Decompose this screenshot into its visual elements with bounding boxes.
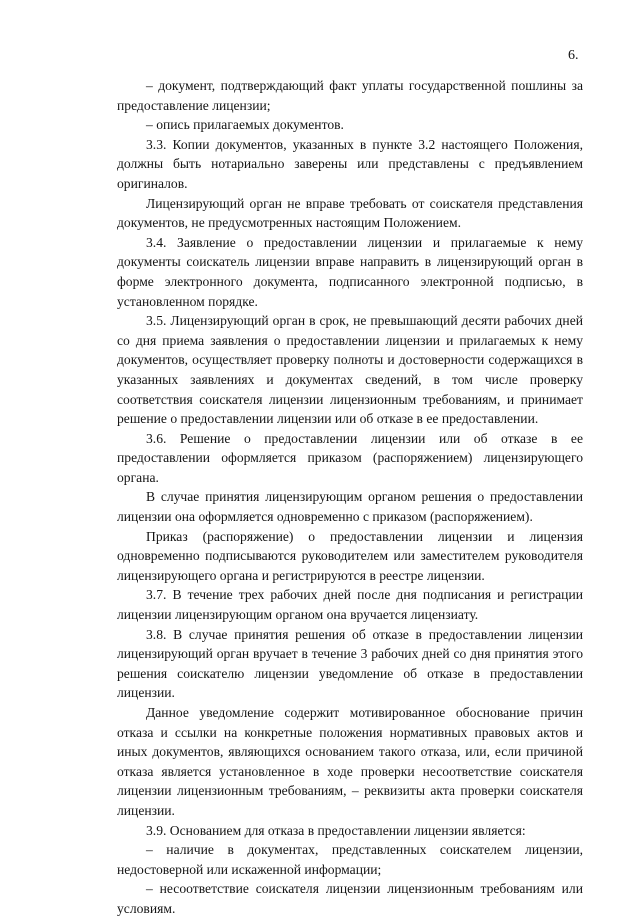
paragraph-3-3: 3.3. Копии документов, указанных в пункте 3.2 настоящего Положения, должны быть нотариально заверены или представлены с предъявлением оригиналов. (117, 136, 583, 191)
paragraph-refusal-notice: Данное уведомление содержит мотивированное обоснование причин отказа и ссылки на конкретные положения нормативных правовых актов и иных документов, являющихся основанием такого отказа, или, если причиной отказа является установленное в ходе проверки несоответствие соискателя лицензии лицензионным требованиям, – реквизиты акта проверки соискателя лицензии. (117, 705, 583, 818)
document-body (117, 76, 583, 919)
paragraph-3-9: 3.9. Основанием для отказа в предоставлении лицензии является: (146, 822, 526, 838)
list-item-noncompliance: – несоответствие соискателя лицензии лицензионным требованиям или условиям. (117, 881, 583, 916)
paragraph-3-6: 3.6. Решение о предоставлении лицензии или об отказе в ее предоставлении оформляется приказом (распоряжением) лицензирующего органа. (117, 430, 583, 485)
paragraph-3-5: 3.5. Лицензирующий орган в срок, не превышающий десяти рабочих дней со дня приема заявления о предоставлении лицензии и прилагаемых к нему документов, осуществляет проверку полноты и достоверности содержащихся в указанных заявлениях и документах сведений, в том числе проверку соответствия соискателя лицензии лицензионным требованиям, и принимает решение о предоставлении лицензии или об отказе в ее предоставлении. (117, 313, 583, 427)
list-item-payment-document: – документ, подтверждающий факт уплаты государственной пошлины за предоставление лицензии; (117, 78, 583, 113)
paragraph-3-4: 3.4. Заявление о предоставлении лицензии и прилагаемые к нему документы соискатель лицензии вправе направить в лицензирующий орган в форме электронного документа, подписанного электронной подписью, в установленном порядке. (117, 234, 583, 309)
paragraph-license-issuance: В случае принятия лицензирующим органом решения о предоставлении лицензии она оформляется одновременно с приказом (распоряжением). (117, 489, 583, 525)
paragraph-3-8: 3.8. В случае принятия решения об отказе в предоставлении лицензии лицензирующий орган вручает в течение 3 рабочих дней со дня принятия этого решения соискателю лицензии уведомление об отказе в предоставлении лицензии. (117, 626, 583, 701)
paragraph-3-7: 3.7. В течение трех рабочих дней после дня подписания и регистрации лицензии лицензирующим органом она вручается лицензиату. (117, 587, 583, 623)
list-item-document-inventory: – опись прилагаемых документов. (146, 117, 344, 133)
paragraph-order-signing: Приказ (распоряжение) о предоставлении лицензии и лицензия одновременно подписываются руководителем или заместителем руководителя лицензирующего органа и регистрируются в реестре лицензии. (117, 528, 583, 583)
paragraph-extra-documents: Лицензирующий орган не вправе требовать от соискателя представления документов, не предусмотренных настоящим Положением. (117, 195, 583, 231)
list-item-false-information: – наличие в документах, представленных соискателем лицензии, недостоверной или искаженной информации; (117, 842, 583, 877)
page-number: 6. (568, 48, 579, 63)
